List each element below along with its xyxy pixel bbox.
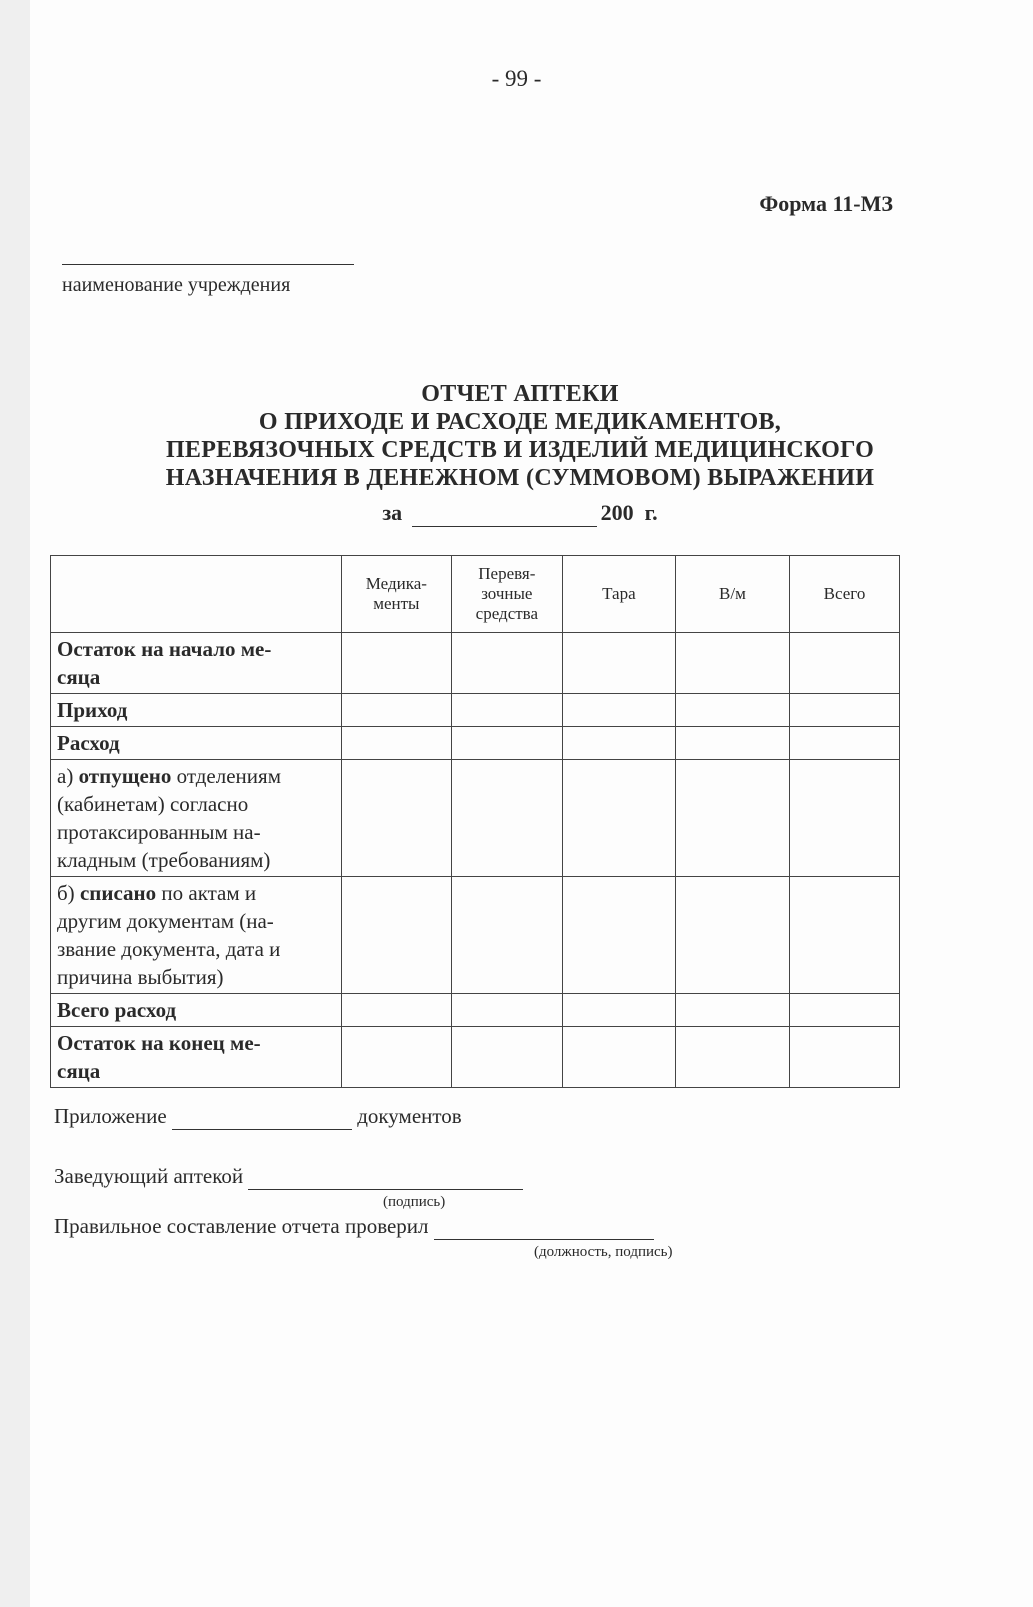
table-cell[interactable] xyxy=(451,1027,562,1088)
period-year: 200 xyxy=(600,500,634,525)
table-cell[interactable] xyxy=(789,877,899,994)
title-line: О ПРИХОДЕ И РАСХОДЕ МЕДИКАМЕНТОВ, xyxy=(258,409,782,435)
table-cell[interactable] xyxy=(675,727,789,760)
row-label xyxy=(51,877,342,994)
checker-signature-line xyxy=(54,1214,654,1240)
attachment-count-field[interactable] xyxy=(172,1104,352,1130)
column-header-label xyxy=(51,556,342,633)
table-cell[interactable] xyxy=(562,727,675,760)
report-table xyxy=(50,555,900,1088)
head-label: Заведующий аптекой xyxy=(54,1164,244,1188)
table-cell[interactable] xyxy=(562,633,675,694)
table-row xyxy=(51,994,900,1027)
table-row xyxy=(51,760,900,877)
table-cell[interactable] xyxy=(451,877,562,994)
table-cell[interactable] xyxy=(451,994,562,1027)
form-label: Форма 11-МЗ xyxy=(759,191,893,216)
table-cell[interactable] xyxy=(789,694,899,727)
table-cell[interactable] xyxy=(341,1027,451,1088)
table-cell[interactable] xyxy=(562,694,675,727)
table-cell[interactable] xyxy=(341,633,451,694)
column-header-containers: Тара xyxy=(562,556,675,633)
table-row xyxy=(51,1027,900,1088)
attachment-label: Приложение xyxy=(54,1104,167,1128)
table-cell[interactable] xyxy=(789,633,899,694)
checker-signature-caption: (должность, подпись) xyxy=(534,1244,673,1260)
row-label: Остаток на начало ме- сяца xyxy=(51,633,342,694)
table-cell[interactable] xyxy=(789,727,899,760)
institution-caption: наименование учреждения xyxy=(62,274,291,296)
table-cell[interactable] xyxy=(451,727,562,760)
table-cell[interactable] xyxy=(675,1027,789,1088)
table-cell[interactable] xyxy=(562,994,675,1027)
table-cell[interactable] xyxy=(451,694,562,727)
table-header-row xyxy=(51,556,900,633)
row-label: Остаток на конец ме- сяца xyxy=(51,1027,342,1088)
report-period xyxy=(60,500,980,527)
page-left-margin xyxy=(0,0,30,1607)
head-signature-line xyxy=(54,1164,523,1190)
checker-signature-field[interactable] xyxy=(434,1214,654,1240)
row-label-prefix: а) xyxy=(57,764,79,788)
table-cell[interactable] xyxy=(341,727,451,760)
table-cell[interactable] xyxy=(451,760,562,877)
column-header-medicines: Медика- менты xyxy=(341,556,451,633)
period-blank-field[interactable] xyxy=(412,500,597,527)
row-label xyxy=(51,760,342,877)
table-cell[interactable] xyxy=(789,994,899,1027)
row-label: Всего расход xyxy=(51,994,342,1027)
table-cell[interactable] xyxy=(675,694,789,727)
table-row xyxy=(51,877,900,994)
row-label-keyword: отпущено xyxy=(78,764,172,788)
row-label-text: по актам и другим документам (на- звание документа, дата и причина выбытия) xyxy=(57,881,281,989)
column-header-vm: В/м xyxy=(675,556,789,633)
table-cell[interactable] xyxy=(562,877,675,994)
head-signature-caption: (подпись) xyxy=(383,1194,446,1210)
column-header-total: Всего xyxy=(789,556,899,633)
table-cell[interactable] xyxy=(675,994,789,1027)
table-row xyxy=(51,633,900,694)
attachment-suffix: документов xyxy=(357,1104,462,1128)
table-cell[interactable] xyxy=(789,760,899,877)
table-cell[interactable] xyxy=(675,633,789,694)
institution-name-line[interactable] xyxy=(62,264,354,265)
head-signature-field[interactable] xyxy=(248,1164,523,1190)
row-label: Расход xyxy=(51,727,342,760)
period-prefix: за xyxy=(382,500,403,525)
report-title xyxy=(60,380,980,492)
table-cell[interactable] xyxy=(341,760,451,877)
row-label-text: отделениям (кабинетам) согласно протаксированным на- кладным (требованиям) xyxy=(57,764,281,872)
period-suffix: г. xyxy=(644,500,658,525)
table-cell[interactable] xyxy=(451,633,562,694)
column-header-dressings: Перевя- зочные средства xyxy=(451,556,562,633)
checker-label: Правильное составление отчета проверил xyxy=(54,1214,429,1238)
table-cell[interactable] xyxy=(562,1027,675,1088)
table-row xyxy=(51,727,900,760)
title-line: ПЕРЕВЯЗОЧНЫХ СРЕДСТВ И ИЗДЕЛИЙ МЕДИЦИНСКОГО xyxy=(165,437,875,463)
table-cell[interactable] xyxy=(341,994,451,1027)
table-cell[interactable] xyxy=(675,760,789,877)
row-label-prefix: б) xyxy=(57,881,80,905)
title-line: ОТЧЕТ АПТЕКИ xyxy=(421,381,619,407)
row-label: Приход xyxy=(51,694,342,727)
attachment-line xyxy=(54,1104,462,1130)
title-line: НАЗНАЧЕНИЯ В ДЕНЕЖНОМ (СУММОВОМ) ВЫРАЖЕНИИ xyxy=(165,465,875,491)
table-cell[interactable] xyxy=(341,877,451,994)
table-cell[interactable] xyxy=(341,694,451,727)
page-number: - 99 - xyxy=(491,66,542,91)
row-label-keyword: списано xyxy=(79,881,157,905)
table-cell[interactable] xyxy=(675,877,789,994)
table-cell[interactable] xyxy=(562,760,675,877)
table-row xyxy=(51,694,900,727)
table-cell[interactable] xyxy=(789,1027,899,1088)
